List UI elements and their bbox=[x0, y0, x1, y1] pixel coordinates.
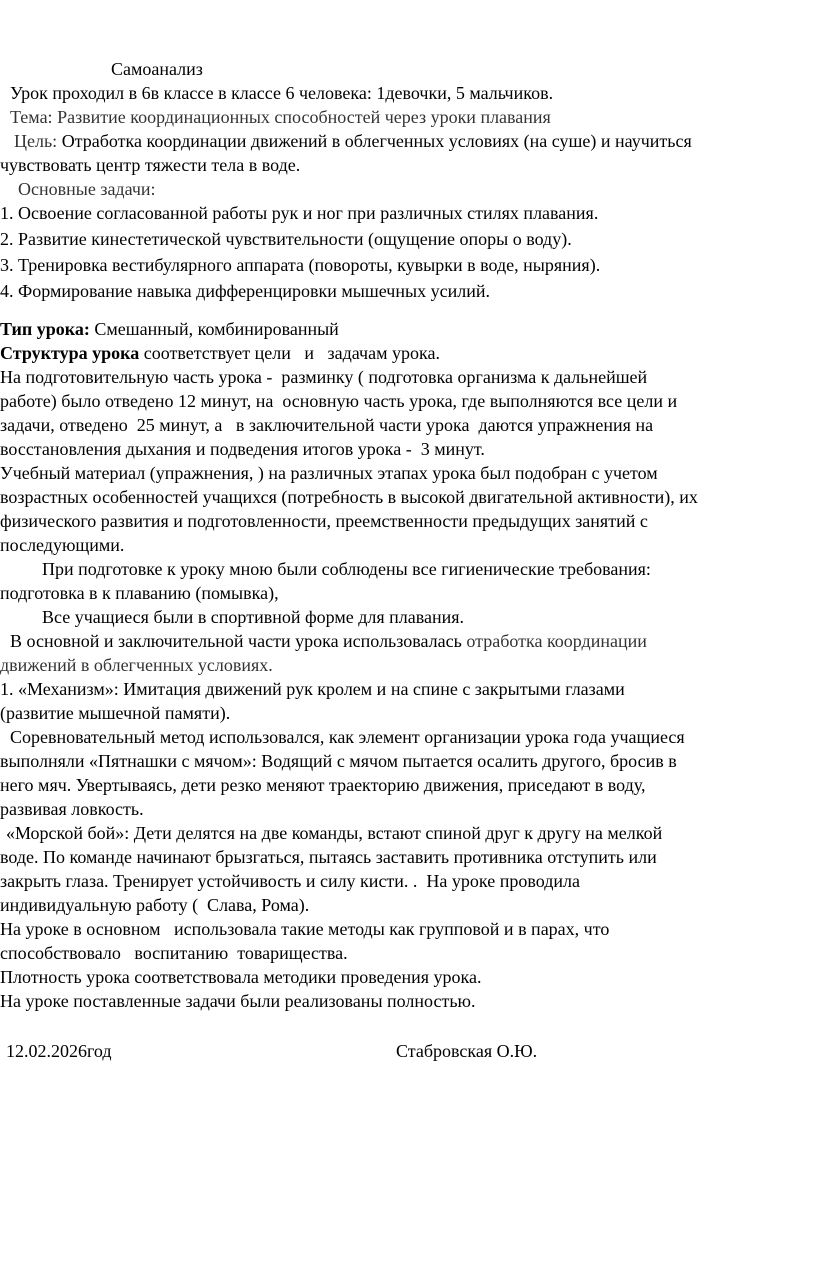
sea-battle-line: воде. По команде начинают брызгаться, пытаясь заставить противника отступить или bbox=[0, 847, 657, 867]
sea-battle-line: закрыть глаза. Тренирует устойчивость и силу кисти. . На уроке проводила bbox=[0, 871, 580, 891]
competitive-line: развивая ловкость. bbox=[0, 799, 144, 819]
parts-line: На подготовительную часть урока - разминку ( подготовка организма к дальнейшей bbox=[0, 367, 648, 387]
hygiene-line: подготовка в к плаванию (помывка), bbox=[0, 583, 279, 603]
parts-line: задачи, отведено 25 минут, а в заключительной части урока даются упражнения на bbox=[0, 415, 654, 435]
signature: Стабровская О.Ю. bbox=[396, 1041, 538, 1061]
methods-line: способствовало воспитанию товарищества. bbox=[0, 943, 348, 963]
tasks-heading: Основные задачи: bbox=[18, 179, 156, 199]
structure-value: соответствует цели и задачам урока. bbox=[143, 343, 440, 363]
competitive-line: него мяч. Увертываясь, дети резко меняют траекторию движения, приседают в воду, bbox=[0, 775, 646, 795]
main-part-highlight-1: отработка координации bbox=[466, 631, 647, 651]
lesson-type-line bbox=[0, 317, 339, 341]
theme-label: Тема: bbox=[10, 107, 53, 127]
goal-line-1 bbox=[14, 129, 692, 153]
sea-battle-line: индивидуальную работу ( Слава, Рома). bbox=[0, 895, 310, 915]
methods-line: На уроке в основном использовала такие методы как групповой и в парах, что bbox=[0, 919, 610, 939]
structure-label: Структура урока bbox=[0, 343, 140, 363]
material-line: физического развития и подготовленности, преемственности предыдущих занятий с bbox=[0, 511, 648, 531]
sport-form-line: Все учащиеся были в спортивной форме для плавания. bbox=[42, 607, 465, 627]
hygiene-line: При подготовке к уроку мною были соблюдены все гигиенические требования: bbox=[42, 559, 651, 579]
lesson-type-label: Тип урока: bbox=[0, 319, 90, 339]
goal-line-2: чувствовать центр тяжести тела в воде. bbox=[0, 155, 301, 175]
task-item: 1. Освоение согласованной работы рук и ног при различных стилях плавания. bbox=[0, 203, 599, 223]
task-item: 3. Тренировка вестибулярного аппарата (повороты, кувырки в воде, ныряния). bbox=[0, 255, 601, 275]
material-line: последующими. bbox=[0, 535, 125, 555]
conclusion-line: На уроке поставленные задачи были реализованы полностью. bbox=[0, 991, 476, 1011]
intro-line: Урок проходил в 6в классе в классе 6 человека: 1девочки, 5 мальчиков. bbox=[10, 83, 554, 103]
competitive-line: выполняли «Пятнашки с мячом»: Водящий с мячом пытается осалить другого, бросив в bbox=[0, 751, 677, 771]
main-part-line-1 bbox=[10, 629, 647, 653]
density-line: Плотность урока соответствовала методики проведения урока. bbox=[0, 967, 482, 987]
parts-line: работе) было отведено 12 минут, на основную часть урока, где выполняются все цели и bbox=[0, 391, 678, 411]
main-part-prefix: В основной и заключительной части урока использовалась bbox=[10, 631, 462, 651]
structure-line bbox=[0, 341, 440, 365]
mechanism-line: 1. «Механизм»: Имитация движений рук кролем и на спине с закрытыми глазами bbox=[0, 679, 625, 699]
lesson-type-value: Смешанный, комбинированный bbox=[94, 319, 339, 339]
material-line: Учебный материал (упражнения, ) на различных этапах урока был подобран с учетом bbox=[0, 463, 658, 483]
parts-line: восстановления дыхания и подведения итогов урока - 3 минут. bbox=[0, 439, 485, 459]
competitive-line: Соревновательный метод использовался, как элемент организации урока года учащиеся bbox=[10, 727, 685, 747]
theme-text: Развитие координационных способностей через уроки плавания bbox=[57, 107, 551, 127]
material-line: возрастных особенностей учащихся (потребность в высокой двигательной активности), их bbox=[0, 487, 698, 507]
goal-label: Цель: bbox=[14, 131, 58, 151]
sea-battle-line: «Морской бой»: Дети делятся на две команды, встают спиной друг к другу на мелкой bbox=[6, 823, 663, 843]
task-item: 4. Формирование навыка дифференцировки мышечных усилий. bbox=[0, 281, 490, 301]
task-item: 2. Развитие кинестетической чувствительности (ощущение опоры о воду). bbox=[0, 229, 572, 249]
mechanism-line: (развитие мышечной памяти). bbox=[0, 703, 231, 723]
document-title: Самоанализ bbox=[111, 59, 203, 79]
main-part-line-2: движений в облегченных условиях. bbox=[0, 655, 273, 675]
theme-line bbox=[10, 105, 551, 129]
goal-text-1: Отработка координации движений в облегченных условиях (на суше) и научиться bbox=[61, 131, 692, 151]
document-date: 12.02.2026год bbox=[6, 1041, 112, 1061]
